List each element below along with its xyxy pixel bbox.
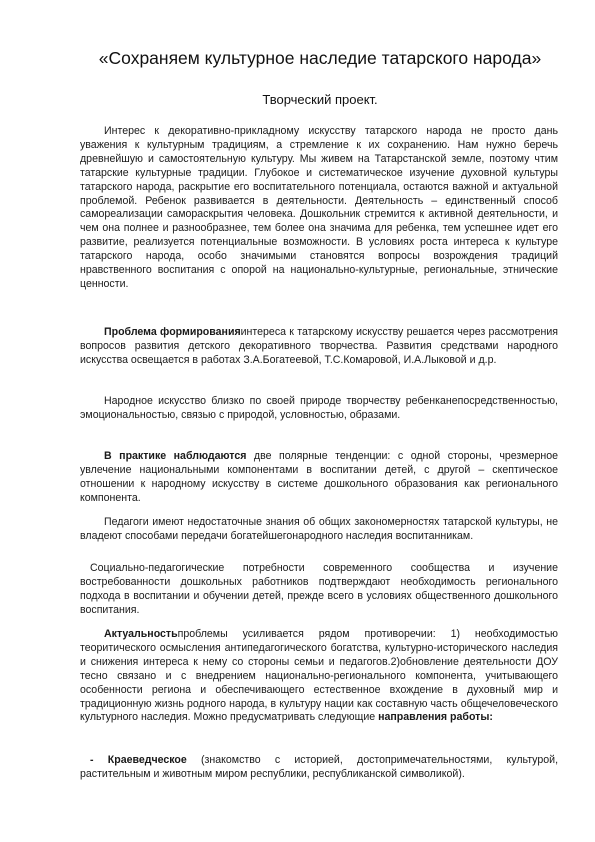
paragraph-relevance-lead: Актуальность (104, 628, 178, 640)
paragraph-practice-lead: В практике наблюдаются (104, 450, 247, 462)
page-subtitle: Творческий проект. (262, 92, 378, 107)
paragraph-teachers: Педагоги имеют недостаточные знания об общих закономерностях татарской культуры, не владеют способами передачи богатейшегонародного наследия воспитанникам. (80, 516, 558, 542)
paragraph-local-history-text: (знакомство с историей, достопримечательностями, культурой, растительным и животным миром республики, республиканской символикой). (80, 754, 559, 780)
paragraph-relevance (80, 628, 558, 725)
paragraph-practice-text: две полярные тенденции: с одной стороны, чрезмерное увлечение национальными компонентами в воспитании детей, с другой – скептическое отношении к народному искусству в системе дошкольного образования как регионального компонента. (80, 450, 558, 504)
paragraph-social: Социально-педагогические потребности современного сообщества и изучение востребованности дошкольных работников подтверждают необходимость регионального подхода в воспитании и обучении детей, прежде всего в условиях общественного дошкольного воспитания. (80, 562, 558, 616)
paragraph-intro: Интерес к декоративно-прикладному искусству татарского народа не просто дань уважения к культурным традициям, а стремление к их сохранению. Нам нужно беречь древнейшую и самостоятельную культуру. Мы живем на Татарстанской земле, поэтому чтим татарские культурные традиции. Глубокое и систематическое изучение духовной культуры татарского народа, раскрытие его воспитательного потенциала, остаются важной и актуальной проблемой. Ребенок развивается в деятельности. Деятельность – единственный способ самореализации самораскрытия человека. Дошкольник стремится к активной деятельности, и чем она полнее и разнообразнее, тем более она значима для ребенка, тем успешнее идет его развитие, реализуется потенциальные возможности. В условиях роста интереса к культуре татарского народа, особо значимыми становятся вопросы возрождения традиций нравственного воспитания с опорой на национально-культурные, региональные, этнические ценности. (80, 125, 558, 290)
paragraph-folk-art: Народное искусство близко по своей природе творчеству ребенканепосредственностью, эмоциональностью, связью с природой, условностью, образами. (80, 395, 558, 421)
paragraph-problem-lead: Проблема формирования (104, 326, 241, 338)
paragraph-practice (80, 450, 558, 506)
paragraph-problem-text: интереса к татарскому искусству решается через рассмотрения вопросов развития детского декоративного творчества. Развития средствами народного искусства освещается в работах З.А.Богатеевой, Т.С.Комаровой, И.А.Лыковой и д.р. (80, 326, 558, 366)
paragraph-relevance-tail: направления работы: (378, 711, 493, 724)
paragraph-local-history-lead: - Краеведческое (90, 754, 187, 766)
paragraph-relevance-text: проблемы усиливается рядом противоречии: 1) необходимостью теоритического осмысления антипедагогического богатства, культурно-исторического наследия и снижения интереса к нему со стороны семьи и педагогов.2)обновление деятельности ДОУ тесно связано и с внедрением национально-регионального компонента, учитывающего особенности региона и обеспечивающего естественное вхождение в духовный мир и традиционную жизнь родного народа, в культуру нации как составную часть общечеловеческого культурного наследия. Можно предусматривать следующие (80, 628, 558, 724)
paragraph-local-history (80, 754, 558, 782)
page-title: «Сохраняем культурное наследие татарского народа» (98, 48, 542, 68)
paragraph-problem (80, 326, 558, 368)
